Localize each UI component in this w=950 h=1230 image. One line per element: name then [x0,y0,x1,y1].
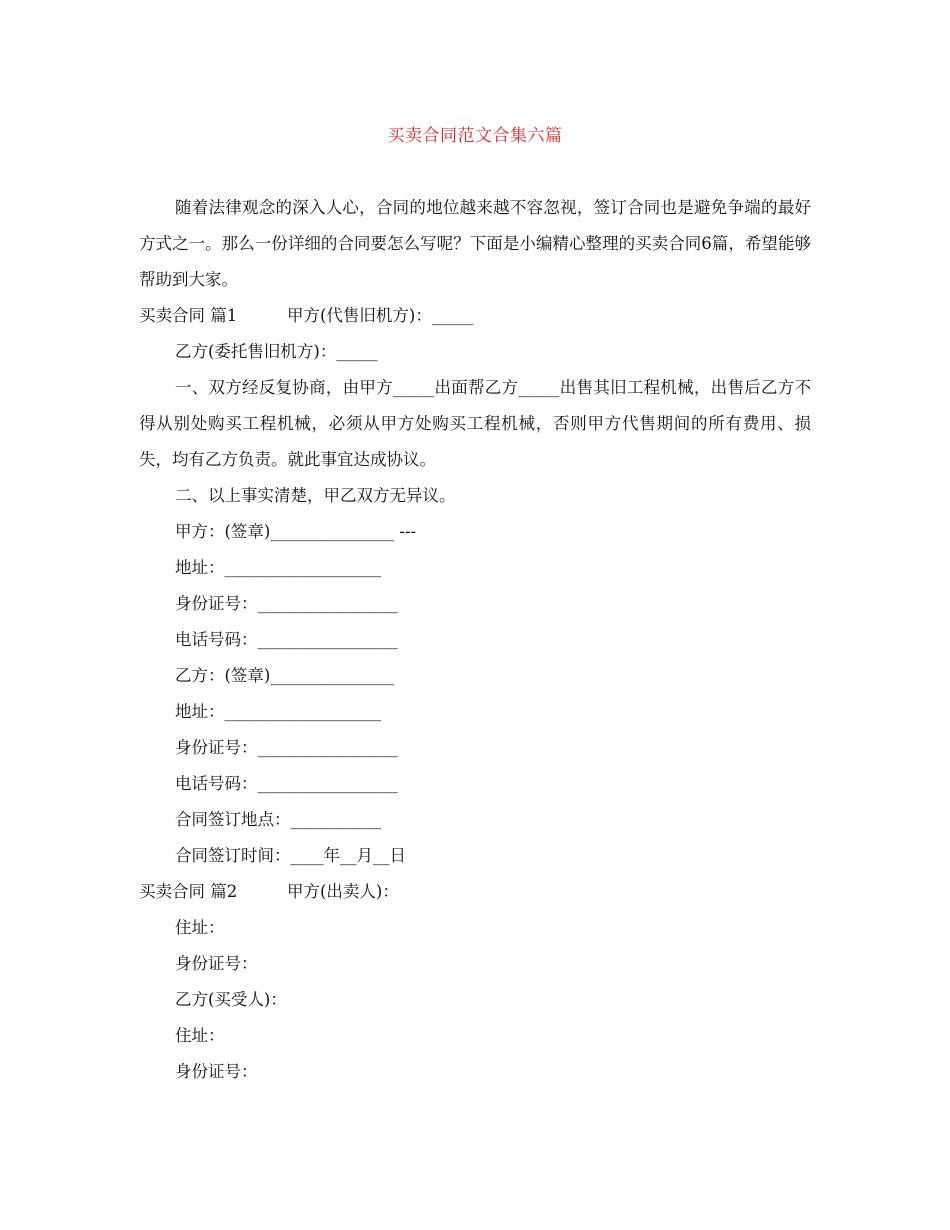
contract-1-id-a: 身份证号：_________________ [175,594,398,613]
contract-2-seller-address: 住址： [175,918,225,937]
contract-2-buyer: 乙方(买受人)： [175,990,287,1009]
contract-1-clause-1: 一、双方经反复协商，由甲方_____出面帮乙方_____出售其旧工程机械，出售后乙方不得从别处购买工程机械，必须从甲方处购买工程机械，否则甲方代售期间的所有费用、损失，均有乙方负责。就此事宜达成协议。 [139,378,811,469]
contract-2-heading: 买卖合同 篇2 [139,882,238,901]
contract-2-buyer-address: 住址： [175,1026,225,1045]
contract-1-place: 合同签订地点：___________ [175,810,382,829]
contract-1-phone-a: 电话号码：_________________ [175,630,398,649]
contract-1-sign-b: 乙方：(签章)_______________ [175,666,395,685]
contract-1-address-b: 地址：___________________ [175,702,382,721]
contract-1-phone-b: 电话号码：_________________ [175,774,398,793]
intro-paragraph: 随着法律观念的深入人心，合同的地位越来越不容忽视，签订合同也是避免争端的最好方式之一。那么一份详细的合同要怎么写呢？下面是小编精心整理的买卖合同6篇，希望能够帮助到大家。 [139,198,811,289]
contract-1-sign-a: 甲方：(签章)_______________ --- [175,522,417,541]
contract-1-heading-line [139,298,811,334]
contract-1-heading: 买卖合同 篇1 [139,306,238,325]
contract-2-buyer-id: 身份证号： [175,1062,258,1081]
contract-2-seller-id: 身份证号： [175,954,258,973]
document-title: 买卖合同范文合集六篇 [387,126,563,146]
document-body [139,190,811,1090]
contract-1-party-a: 甲方(代售旧机方)：_____ [287,306,474,325]
contract-1-id-b: 身份证号：_________________ [175,738,398,757]
contract-2-heading-line [139,874,811,910]
contract-1-party-b: 乙方(委托售旧机方)：_____ [175,342,378,361]
contract-1-clause-2: 二、以上事实清楚，甲乙双方无异议。 [175,486,456,505]
contract-1-address-a: 地址：___________________ [175,558,382,577]
contract-2-seller: 甲方(出卖人)： [287,882,399,901]
contract-1-time: 合同签订时间：____年__月__日 [175,846,406,865]
